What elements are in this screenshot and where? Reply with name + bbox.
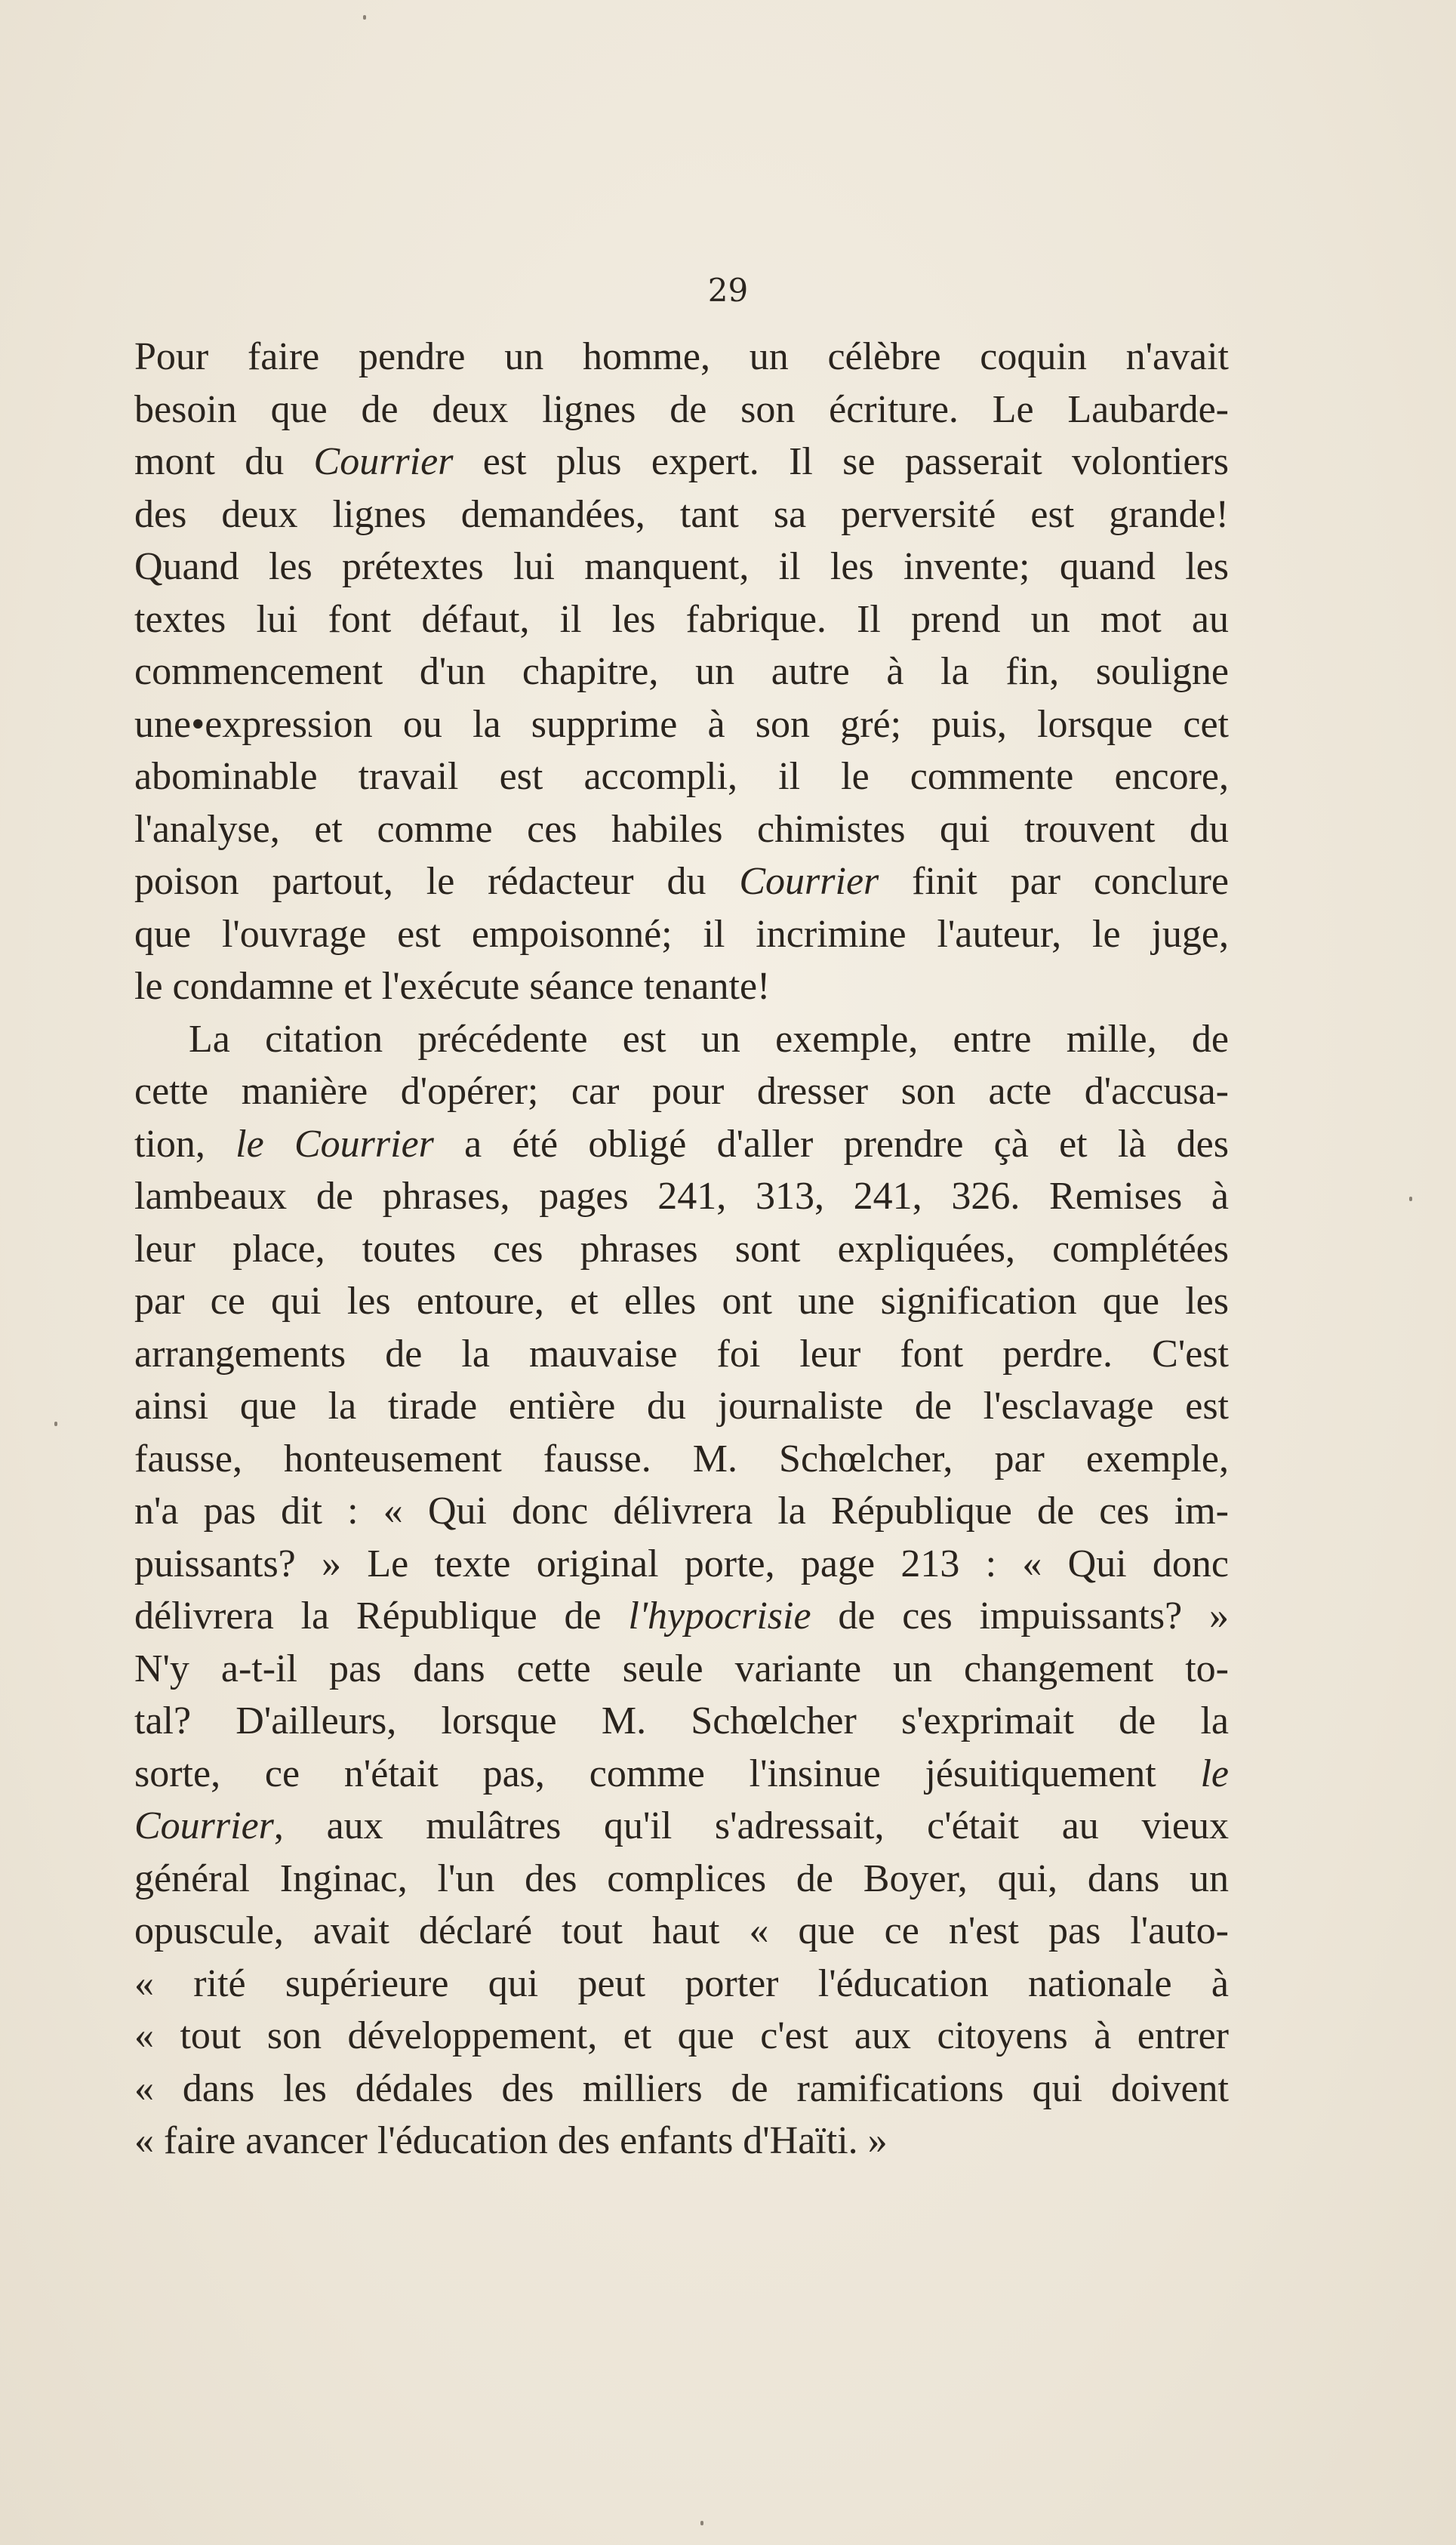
italic-text-run: Courrier <box>134 1804 274 1847</box>
text-line <box>134 1013 1229 1066</box>
text-line <box>134 960 1229 1013</box>
text-run: opuscule, avait déclaré tout haut « que ce n'est pas l'auto- <box>134 1909 1229 1952</box>
italic-text-run: Courrier <box>313 440 454 483</box>
text-line <box>134 1643 1229 1696</box>
text-line <box>134 436 1229 488</box>
text-run: par ce qui les entoure, et elles ont une signification que les <box>134 1280 1229 1323</box>
text-line <box>134 541 1229 593</box>
text-run: commencement d'un chapitre, un autre à la fin, souligne <box>134 650 1229 693</box>
text-line <box>134 1695 1229 1748</box>
text-line <box>134 1800 1229 1853</box>
text-line <box>134 1485 1229 1538</box>
text-run: poison partout, le rédacteur du <box>134 860 740 903</box>
text-run: finit par conclure <box>879 860 1230 903</box>
text-run: tion, <box>134 1122 236 1166</box>
text-line <box>134 1905 1229 1958</box>
text-run: besoin que de deux lignes de son écriture. Le Laubarde- <box>134 387 1229 431</box>
italic-text-run: le <box>1200 1752 1229 1795</box>
text-line <box>134 331 1229 384</box>
text-run: « tout son développement, et que c'est aux citoyens à entrer <box>134 2014 1229 2057</box>
text-line <box>134 908 1229 961</box>
text-run: n'a pas dit : « Qui donc délivrera la République de ces im- <box>134 1490 1229 1533</box>
text-line <box>134 1118 1229 1171</box>
text-run: Quand les prétextes lui manquent, il les invente; quand les <box>134 545 1229 588</box>
text-line <box>134 1223 1229 1276</box>
text-run: fausse, honteusement fausse. M. Schœlcher, par exemple, <box>134 1437 1229 1480</box>
text-line <box>134 593 1229 646</box>
text-run: général Inginac, l'un des complices de Boyer, qui, dans un <box>134 1856 1229 1900</box>
text-run: est plus expert. Il se passerait volontiers <box>453 440 1229 483</box>
text-run: l'analyse, et comme ces habiles chimistes qui trouvent du <box>134 807 1229 851</box>
text-run: ainsi que la tirade entière du journaliste de l'esclavage est <box>134 1385 1229 1428</box>
text-line <box>134 1065 1229 1118</box>
text-run: puissants? » Le texte original porte, page 213 : « Qui donc <box>134 1542 1229 1585</box>
body-text <box>134 331 1229 2168</box>
text-line <box>134 1590 1229 1643</box>
paper-speck <box>1409 1197 1412 1201</box>
text-line <box>134 1853 1229 1906</box>
text-run: « faire avancer l'éducation des enfants d'Haïti. » <box>134 2119 888 2162</box>
paper-speck <box>700 2521 703 2525</box>
text-run: mont du <box>134 440 314 483</box>
text-line <box>134 1748 1229 1801</box>
text-run: de ces impuissants? » <box>811 1594 1229 1638</box>
text-run: que l'ouvrage est empoisonné; il incrimine l'auteur, le juge, <box>134 912 1229 956</box>
text-run: , aux mulâtres qu'il s'adressait, c'était au vieux <box>273 1804 1229 1847</box>
text-line <box>134 1380 1229 1433</box>
text-line <box>134 1433 1229 1486</box>
text-run: tal? D'ailleurs, lorsque M. Schœlcher s'exprimait de la <box>134 1699 1229 1742</box>
text-run: cette manière d'opérer; car pour dresser son acte d'accusa- <box>134 1070 1229 1113</box>
paper-speck <box>54 1422 57 1426</box>
text-run: abominable travail est accompli, il le commente encore, <box>134 755 1229 798</box>
text-line <box>134 488 1229 541</box>
text-line <box>134 803 1229 856</box>
text-run: le condamne et l'exécute séance tenante! <box>134 965 771 1008</box>
text-run: sorte, ce n'était pas, comme l'insinue jésuitiquement <box>134 1752 1201 1795</box>
text-line <box>134 855 1229 908</box>
text-line <box>134 384 1229 436</box>
text-run: N'y a-t-il pas dans cette seule variante un changement to- <box>134 1647 1229 1690</box>
text-line <box>134 645 1229 698</box>
text-run: arrangements de la mauvaise foi leur font perdre. C'est <box>134 1332 1229 1376</box>
text-run: La citation précédente est un exemple, entre mille, de <box>189 1017 1229 1061</box>
italic-text-run: l'hypocrisie <box>628 1594 811 1638</box>
text-run: une•expression ou la supprime à son gré; puis, lorsque cet <box>134 702 1229 746</box>
text-line <box>134 2115 1229 2168</box>
text-run: « dans les dédales des milliers de ramifications qui doivent <box>134 2066 1229 2110</box>
text-line <box>134 2063 1229 2115</box>
text-run: lambeaux de phrases, pages 241, 313, 241, 326. Remises à <box>134 1175 1229 1218</box>
text-line <box>134 1538 1229 1591</box>
text-line <box>134 750 1229 803</box>
text-line <box>134 1958 1229 2010</box>
text-run: « rité supérieure qui peut porter l'éducation nationale à <box>134 1961 1229 2005</box>
text-line <box>134 1170 1229 1223</box>
text-run: textes lui font défaut, il les fabrique. Il prend un mot au <box>134 597 1229 641</box>
text-line <box>134 1275 1229 1328</box>
text-line <box>134 2010 1229 2063</box>
text-line <box>134 1328 1229 1381</box>
text-line <box>134 698 1229 751</box>
text-run: délivrera la République de <box>134 1594 629 1638</box>
text-run: a été obligé d'aller prendre çà et là des <box>433 1122 1229 1166</box>
italic-text-run: le Courrier <box>235 1122 434 1166</box>
page-number: 29 <box>707 272 749 309</box>
text-run: Pour faire pendre un homme, un célèbre coquin n'avait <box>134 335 1229 378</box>
text-run: des deux lignes demandées, tant sa perversité est grande! <box>134 492 1229 536</box>
text-run: leur place, toutes ces phrases sont expliquées, complétées <box>134 1227 1229 1271</box>
paper-speck <box>363 15 366 20</box>
italic-text-run: Courrier <box>739 860 879 903</box>
